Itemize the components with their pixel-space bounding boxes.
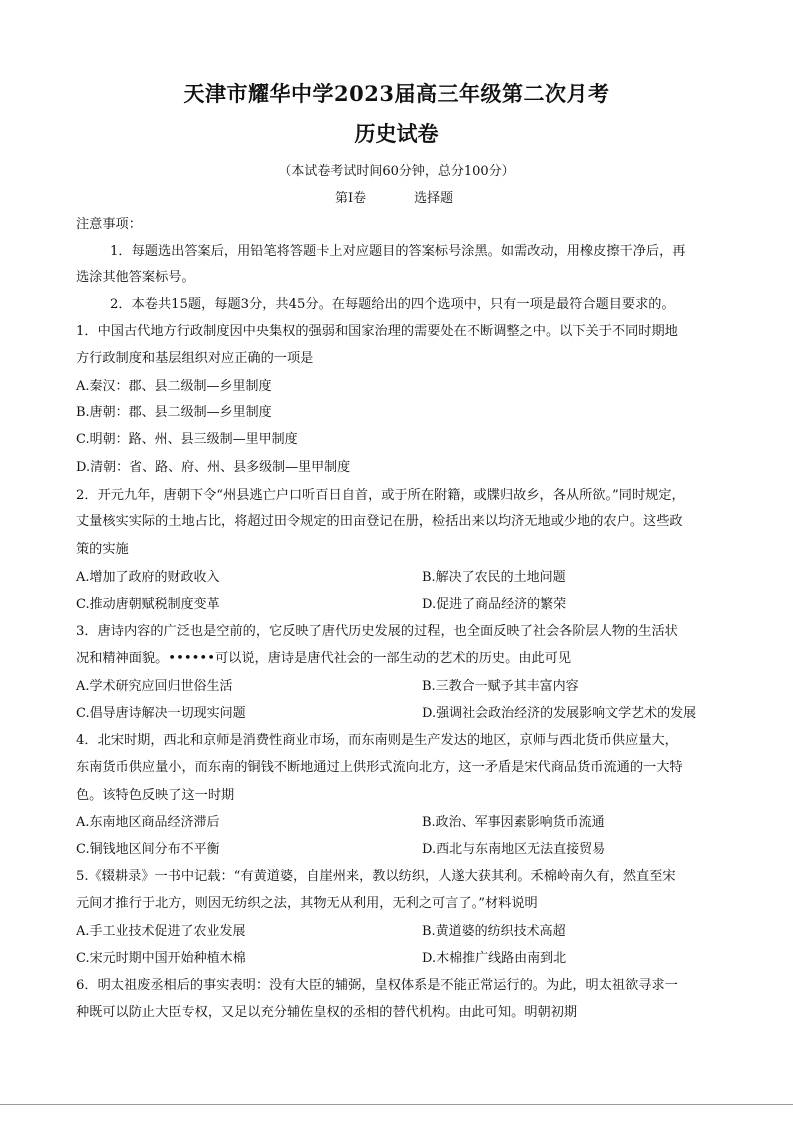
notes-item-1: 1．每题选出答案后，用铅笔将答题卡上对应题目的答案标号涂黑。如需改动，用橡皮擦干净后，再 [110, 244, 686, 259]
notes-item-2: 2．本卷共15题，每题3分，共45分。在每题给出的四个选项中，只有一项是最符合题目要求的。 [110, 297, 675, 312]
question-3-option-a: A.学术研究应回归世俗生活 [76, 679, 233, 694]
exam-title: 天津市耀华中学2023届高三年级第二次月考 [183, 81, 610, 106]
part-label: 第Ⅰ卷 [335, 191, 367, 206]
question-2-option-c: C.推动唐朝赋税制度变革 [76, 597, 220, 612]
question-3-stem: 3．唐诗内容的广泛也是空前的，它反映了唐代历史发展的过程，也全面反映了社会各阶层人物的生活状 [76, 624, 678, 639]
question-1-stem-cont: 方行政制度和基层组织对应正确的一项是 [76, 351, 314, 366]
question-2-stem-cont2: 策的实施 [76, 542, 129, 557]
question-5-option-a: A.手工业技术促进了农业发展 [76, 924, 246, 939]
question-1-option-a: A.秦汉：郡、县二级制—乡里制度 [76, 379, 272, 394]
question-5-stem-cont: 元间才推行于北方，则因无纺织之法，其物无从利用，无利之可言了。”材料说明 [76, 896, 538, 911]
part-name: 选择题 [414, 191, 454, 206]
question-3-stem-cont: 况和精神面貌。••••••可以说，唐诗是唐代社会的一部生动的艺术的历史。由此可见 [76, 651, 572, 666]
question-2-option-a: A.增加了政府的财政收入 [76, 570, 220, 585]
question-1-stem: 1．中国古代地方行政制度因中央集权的强弱和国家治理的需要处在不断调整之中。以下关于不同时期地 [76, 324, 678, 339]
notes-item-1-cont: 选涂其他答案标号。 [76, 270, 195, 285]
question-4-stem-cont: 东南货币供应量小，而东南的铜钱不断地通过上供形式流向北方，这一矛盾是宋代商品货币流通的一大特 [76, 760, 683, 775]
question-5-stem: 5.《辍耕录》一书中记载：“有黄道婆，自崖州来，教以纺织，人遂大获其利。禾棉岭南久有，然直至宋 [76, 869, 676, 884]
question-5-option-c: C.宋元时期中国开始种植木棉 [76, 951, 246, 966]
question-4-stem-cont2: 色。该特色反映了这一时期 [76, 788, 235, 803]
question-4-option-a: A.东南地区商品经济滞后 [76, 815, 220, 830]
question-4-stem: 4．北宋时期，西北和京师是消费性商业市场，而东南则是生产发达的地区，京师与西北货币供应量大， [76, 733, 678, 748]
page-bottom-rule [0, 1104, 793, 1105]
subject-title: 历史试卷 [354, 121, 439, 146]
question-4-option-b: B.政治、军事因素影响货币流通 [422, 815, 605, 830]
question-3-option-b: B.三教合一赋予其丰富内容 [422, 679, 579, 694]
question-5-option-d: D.木棉推广线路由南到北 [422, 951, 567, 966]
question-1-option-d: D.清朝：省、路、府、州、县多级制—里甲制度 [76, 460, 351, 475]
question-6-stem-cont: 种既可以防止大臣专权，又足以充分辅佐皇权的丞相的替代机构。由此可知。明朝初期 [76, 1005, 578, 1020]
question-4-option-c: C.铜钱地区间分布不平衡 [76, 842, 220, 857]
question-3-option-c: C.倡导唐诗解决一切现实问题 [76, 706, 246, 721]
question-2-stem: 2．开元九年，唐朝下令“州县逃亡户口听百日自首，或于所在附籍，或牒归故乡，各从所欲。”同时规定， [76, 488, 685, 503]
exam-info: （本试卷考试时间60分钟，总分100分） [278, 164, 515, 179]
question-2-option-d: D.促进了商品经济的繁荣 [422, 597, 567, 612]
question-1-option-c: C.明朝：路、州、县三级制—里甲制度 [76, 432, 298, 447]
notes-heading: 注意事项： [76, 217, 142, 232]
question-3-option-d: D.强调社会政治经济的发展影响文学艺术的发展 [422, 706, 697, 721]
question-5-option-b: B.黄道婆的纺织技术高超 [422, 924, 566, 939]
question-2-option-b: B.解决了农民的土地问题 [422, 570, 566, 585]
question-1-option-b: B.唐朝：郡、县二级制—乡里制度 [76, 405, 272, 420]
question-6-stem: 6．明太祖废丞相后的事实表明：没有大臣的辅弼，皇权体系是不能正常运行的。为此，明太祖欲寻求一 [76, 978, 678, 993]
question-2-stem-cont: 丈量核实实际的土地占比，将超过田令规定的田亩登记在册，检括出来以均济无地或少地的农户。这些政 [76, 514, 683, 529]
question-4-option-d: D.西北与东南地区无法直接贸易 [422, 842, 606, 857]
part-heading [335, 187, 453, 206]
